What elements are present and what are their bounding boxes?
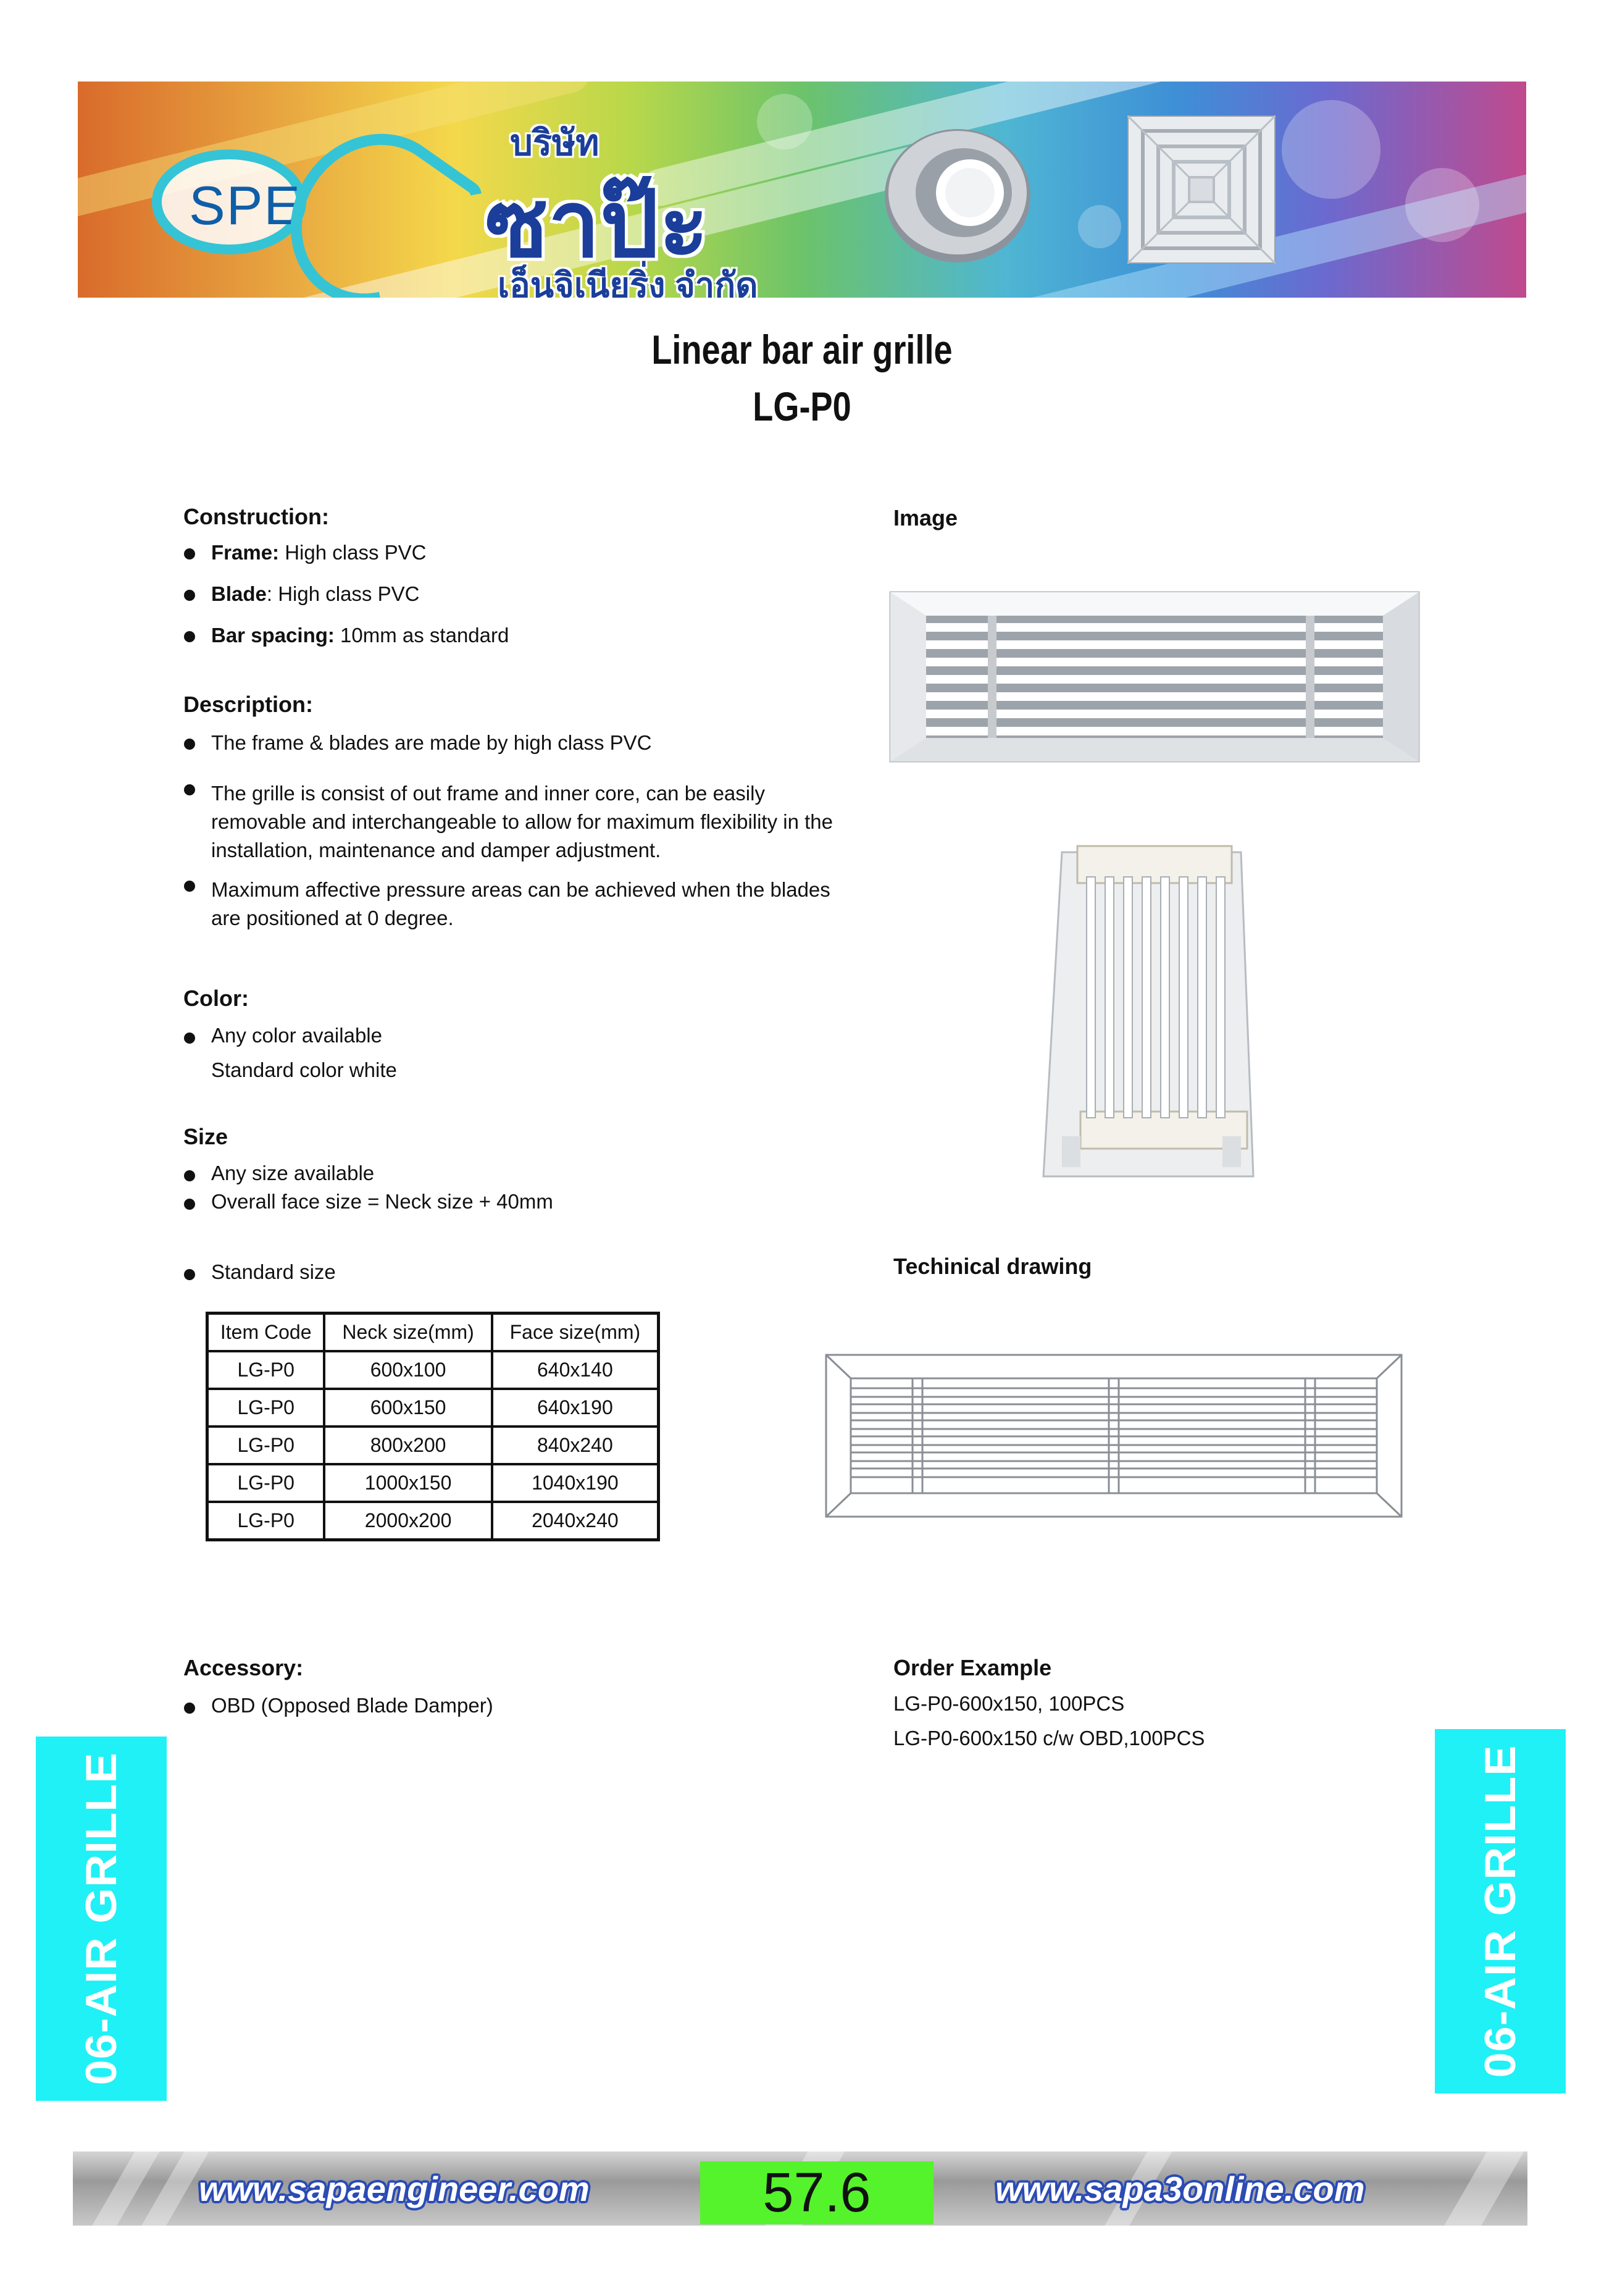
bullet-icon (184, 1170, 195, 1181)
standard-size-table (206, 1312, 660, 1541)
table-header: Face size(mm) (492, 1313, 659, 1352)
table-row (207, 1464, 659, 1502)
construction-heading: Construction: (183, 504, 329, 529)
table-header-row (207, 1313, 659, 1352)
color-heading: Color: (183, 986, 249, 1011)
table-cell: 2000x200 (324, 1502, 491, 1540)
side-tab-label: 06-AIR GRILLE (77, 1752, 126, 2085)
company-name: ซาป๊ะ (485, 172, 709, 276)
header-banner (78, 82, 1526, 298)
size-heading: Size (183, 1124, 228, 1149)
description-item: Maximum affective pressure areas can be achieved when the blades are positioned at 0 degree. (211, 878, 830, 929)
bullet-icon (184, 1269, 195, 1280)
table-cell: LG-P0 (207, 1427, 325, 1464)
table-cell: 640x190 (492, 1389, 659, 1427)
table-cell: 2040x240 (492, 1502, 659, 1540)
description-item: The frame & blades are made by high class PVC (211, 731, 652, 754)
page-number: 57.6 (700, 2161, 934, 2224)
size-line: Any size available (211, 1162, 375, 1184)
order-heading: Order Example (893, 1655, 1052, 1680)
table-cell: 1000x150 (324, 1464, 491, 1502)
drawing-heading: Techinical drawing (893, 1254, 1092, 1279)
footer-website-right[interactable]: www.sapa3online.com (995, 2169, 1365, 2208)
table-cell: 1040x190 (492, 1464, 659, 1502)
footer-website-left[interactable]: www.sapaengineer.com (199, 2169, 590, 2208)
table-header: Item Code (207, 1313, 325, 1352)
bullet-icon (184, 1033, 195, 1044)
table-row (207, 1389, 659, 1427)
image-heading: Image (893, 505, 958, 530)
round-diffuser-image (871, 119, 1038, 267)
order-line: LG-P0-600x150 c/w OBD,100PCS (893, 1727, 1205, 1749)
company-name-suffix: เอ็นจิเนียริ่ง จำกัด (498, 266, 758, 298)
color-line: Any color available (211, 1024, 382, 1047)
construction-frame: Frame: High class PVC (211, 541, 427, 564)
bullet-icon (184, 631, 195, 642)
logo-spe-text: SPE (189, 175, 302, 236)
construction-bar-spacing: Bar spacing: 10mm as standard (211, 624, 509, 647)
size-line: Standard size (211, 1260, 336, 1283)
company-logo (152, 106, 800, 298)
accessory-heading: Accessory: (183, 1655, 304, 1680)
company-name-prefix: บริษัท (510, 123, 599, 163)
table-cell: LG-P0 (207, 1502, 325, 1540)
table-cell: LG-P0 (207, 1389, 325, 1427)
bullet-icon (184, 881, 195, 892)
grille-front-photo (889, 591, 1420, 763)
table-row (207, 1351, 659, 1389)
bullet-icon (184, 1703, 195, 1714)
description-heading: Description: (183, 692, 314, 717)
bullet-icon (184, 590, 195, 601)
side-tab-label: 06-AIR GRILLE (1476, 1745, 1525, 2078)
bullet-icon (184, 548, 195, 559)
bullet-icon (184, 739, 195, 750)
grille-core-photo (1037, 840, 1264, 1186)
table-cell: 600x150 (324, 1389, 491, 1427)
table-cell: 640x140 (492, 1351, 659, 1389)
side-tab-left (36, 1737, 167, 2101)
bullet-icon (184, 784, 195, 795)
description-item: The grille is consist of out frame and inner core, can be easily removable and interchangeable to allow for maximum flexibility in the installation, maintenance and damper adjustment. (211, 782, 833, 861)
product-title: Linear bar air grille (651, 327, 953, 372)
table-cell: 800x200 (324, 1427, 491, 1464)
table-cell: 600x100 (324, 1351, 491, 1389)
table-cell: LG-P0 (207, 1351, 325, 1389)
accessory-item: OBD (Opposed Blade Damper) (211, 1694, 493, 1717)
technical-drawing (824, 1352, 1409, 1525)
square-diffuser-image (1127, 115, 1276, 264)
bullet-icon (184, 1199, 195, 1210)
table-cell: 840x240 (492, 1427, 659, 1464)
table-row (207, 1427, 659, 1464)
product-code: LG-P0 (753, 383, 851, 429)
size-line: Overall face size = Neck size + 40mm (211, 1190, 553, 1213)
table-row (207, 1502, 659, 1540)
table-header: Neck size(mm) (324, 1313, 491, 1352)
table-cell: LG-P0 (207, 1464, 325, 1502)
color-line: Standard color white (211, 1058, 397, 1081)
side-tab-right (1435, 1729, 1566, 2093)
construction-blade: Blade: High class PVC (211, 582, 420, 605)
order-line: LG-P0-600x150, 100PCS (893, 1692, 1125, 1715)
